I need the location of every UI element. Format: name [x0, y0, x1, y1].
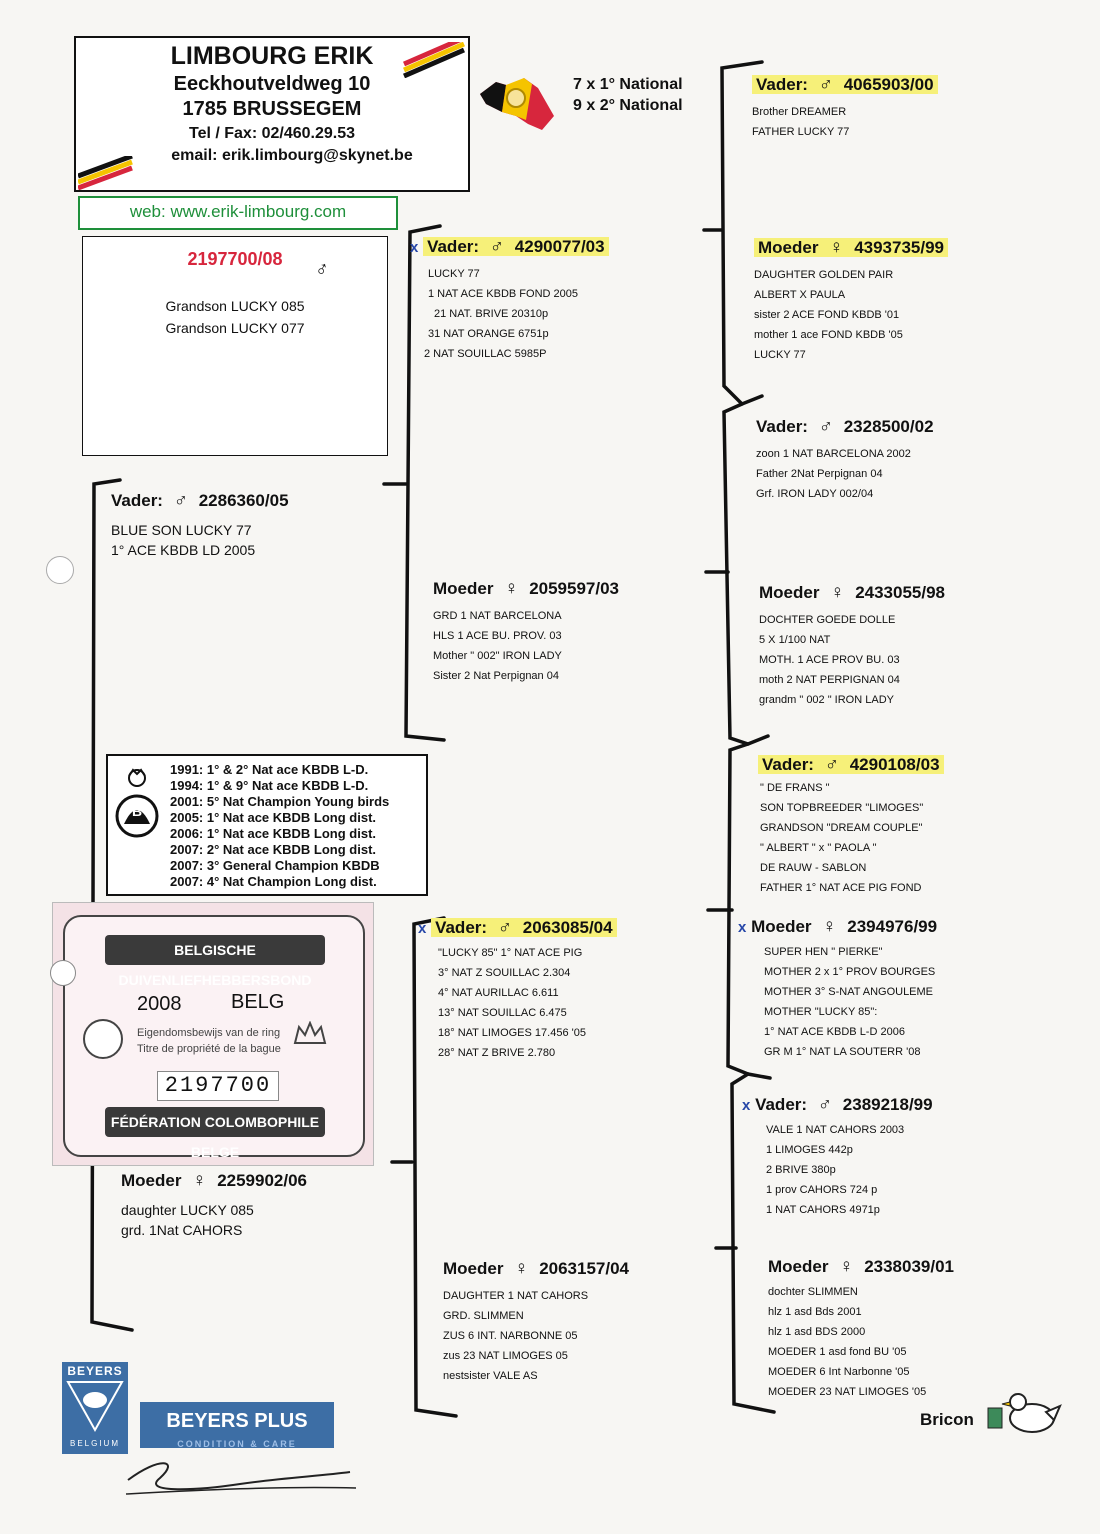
- dam-info-1: daughter LUCKY 085: [121, 1202, 254, 1218]
- info-line: "LUCKY 85" 1° NAT ACE PIG: [438, 947, 583, 959]
- great-grandparent-card: [768, 1256, 954, 1402]
- honors-box: [106, 754, 428, 896]
- ring-card-bottom-banner: FÉDÉRATION COLOMBOPHILE BELGE: [105, 1107, 325, 1137]
- ring-card-text-nl: Eigendomsbewijs van de ring: [137, 1027, 281, 1039]
- dam-label: Moeder: [121, 1171, 182, 1190]
- info-line: GRD. SLIMMEN: [443, 1310, 524, 1322]
- dam-info-2: grd. 1Nat CAHORS: [121, 1222, 243, 1238]
- info-line: SUPER HEN " PIERKE": [764, 946, 883, 958]
- breeder-email[interactable]: email: erik.limbourg@skynet.be: [171, 147, 413, 164]
- info-line: 21 NAT. BRIVE 20310p: [434, 308, 549, 320]
- info-line: Brother DREAMER: [752, 106, 847, 118]
- punch-hole-icon: [83, 1019, 123, 1059]
- great-grandparent-card: [742, 1094, 933, 1220]
- granddam-paternal-card: [433, 578, 619, 686]
- male-symbol-icon: ♂: [824, 754, 839, 775]
- great-grandparent-card: [756, 416, 934, 504]
- info-line: 1 prov CAHORS 724 p: [766, 1184, 878, 1196]
- bird-ring-number: 2197700/08: [187, 249, 283, 269]
- beyers-plus-subtext: CONDITION & CARE: [177, 1439, 297, 1449]
- info-line: Mother " 002" IRON LADY: [433, 650, 562, 662]
- ggp-label: Vader:: [756, 75, 808, 94]
- ring-ownership-card: [52, 902, 374, 1166]
- honors-list: [170, 762, 389, 890]
- info-line: FATHER LUCKY 77: [752, 126, 850, 138]
- great-grandparent-card: [738, 916, 937, 1062]
- ggp-ring: 2338039/01: [864, 1257, 955, 1276]
- signature-icon: [120, 1450, 360, 1500]
- info-line: 3° NAT Z SOUILLAC 2.304: [438, 967, 571, 979]
- info-line: MOEDER 23 NAT LIMOGES '05: [768, 1386, 927, 1398]
- info-line: MOTH. 1 ACE PROV BU. 03: [759, 654, 900, 666]
- info-line: GRANDSON "DREAM COUPLE": [760, 822, 923, 834]
- bricon-logo-text: Bricon: [920, 1410, 974, 1429]
- honor-item: 2006: 1° Nat ace KBDB Long dist.: [170, 826, 377, 841]
- great-grandparent-card: [758, 754, 944, 898]
- info-line: Sister 2 Nat Perpignan 04: [433, 670, 559, 682]
- beyers-logo-text: BEYERS: [67, 1364, 123, 1378]
- info-line: HLS 1 ACE BU. PROV. 03: [433, 630, 562, 642]
- great-grandparent-card: [752, 74, 938, 142]
- grandparent-label: Vader:: [427, 237, 480, 256]
- ggp-label: Vader:: [762, 755, 814, 774]
- breeder-street: Eeckhoutveldweg 10: [173, 73, 371, 95]
- info-line: 28° NAT Z BRIVE 2.780: [438, 1047, 556, 1059]
- info-line: DOCHTER GOEDE DOLLE: [759, 614, 896, 626]
- info-line: MOTHER 2 x 1° PROV BOURGES: [764, 966, 936, 978]
- grandparent-ring: 2059597/03: [529, 579, 620, 598]
- ggp-ring: 2394976/99: [847, 917, 938, 936]
- nationals-second: 9 x 2° National: [573, 97, 683, 114]
- grandparent-label: Moeder: [443, 1259, 504, 1278]
- female-symbol-icon: ♀: [830, 582, 845, 603]
- ring-card-country: BELG: [231, 991, 285, 1013]
- honor-item: 2005: 1° Nat ace KBDB Long dist.: [170, 810, 377, 825]
- info-line: 18° NAT LIMOGES 17.456 '05: [438, 1027, 586, 1039]
- x-mark-icon: x: [742, 1097, 751, 1114]
- honor-item: 2007: 3° General Champion KBDB: [170, 858, 380, 873]
- info-line: mother 1 ace FOND KBDB '05: [754, 329, 903, 341]
- info-line: 13° NAT SOUILLAC 6.475: [438, 1007, 567, 1019]
- ggp-label: Moeder: [759, 583, 820, 602]
- info-line: MOTHER 3° S-NAT ANGOULEME: [764, 986, 934, 998]
- honor-item: 2001: 5° Nat Champion Young birds: [170, 794, 390, 809]
- ggp-label: Moeder: [758, 238, 819, 257]
- info-line: moth 2 NAT PERPIGNAN 04: [759, 674, 900, 686]
- ggp-label: Moeder: [768, 1257, 829, 1276]
- info-line: MOEDER 1 asd fond BU '05: [768, 1346, 907, 1358]
- male-symbol-icon: ♂: [489, 236, 505, 257]
- breeder-phone: Tel / Fax: 02/460.29.53: [188, 125, 356, 142]
- honor-item: 2007: 2° Nat ace KBDB Long dist.: [170, 842, 377, 857]
- sire-card: [111, 490, 289, 560]
- info-line: 1 LIMOGES 442p: [766, 1144, 853, 1156]
- crown-icon: [293, 1021, 327, 1047]
- info-line: " DE FRANS ": [760, 782, 830, 794]
- female-symbol-icon: ♀: [192, 1170, 207, 1191]
- punch-hole-icon: [50, 960, 76, 986]
- info-line: GRD 1 NAT BARCELONA: [433, 610, 562, 622]
- ggp-label: Moeder: [751, 917, 812, 936]
- info-line: LUCKY 77: [428, 268, 480, 280]
- website-link[interactable]: web: www.erik-limbourg.com: [78, 196, 398, 230]
- info-line: zus 23 NAT LIMOGES 05: [443, 1350, 568, 1362]
- breeder-city: 1785 BRUSSEGEM: [182, 98, 362, 120]
- ggp-label: Vader:: [755, 1095, 808, 1114]
- female-symbol-icon: ♀: [822, 916, 837, 937]
- info-line: 5 X 1/100 NAT: [759, 634, 831, 646]
- female-symbol-icon: ♀: [839, 1256, 854, 1277]
- info-line: nestsister VALE AS: [443, 1370, 538, 1382]
- info-line: hlz 1 asd Bds 2001: [768, 1306, 862, 1318]
- ggp-ring: 4065903/00: [843, 75, 934, 94]
- info-line: 31 NAT ORANGE 6751p: [428, 328, 549, 340]
- info-line: 1 NAT ACE KBDB FOND 2005: [428, 288, 578, 300]
- ggp-label: Vader:: [756, 417, 808, 436]
- beyers-logo: [62, 1362, 128, 1454]
- ggp-ring: 4393735/99: [854, 238, 945, 257]
- dam-ring: 2259902/06: [217, 1171, 308, 1190]
- honor-item: 1991: 1° & 2° Nat ace KBDB L-D.: [170, 762, 369, 777]
- female-symbol-icon: ♀: [829, 237, 844, 258]
- info-line: ZUS 6 INT. NARBONNE 05: [443, 1330, 578, 1342]
- ring-card-text-fr: Titre de propriété de la bague: [137, 1043, 281, 1055]
- ggp-ring: 2328500/02: [843, 417, 934, 436]
- beyers-plus-text: BEYERS PLUS: [166, 1410, 308, 1432]
- info-line: zoon 1 NAT BARCELONA 2002: [756, 448, 911, 460]
- great-grandparent-card: [759, 582, 945, 710]
- female-symbol-icon: ♀: [514, 1258, 529, 1279]
- grandparent-ring: 2063085/04: [522, 918, 613, 937]
- great-grandparent-card: [754, 237, 948, 365]
- info-line: grandm " 002 " IRON LADY: [759, 694, 894, 706]
- info-line: VALE 1 NAT CAHORS 2003: [766, 1124, 905, 1136]
- info-line: 2 BRIVE 380p: [766, 1164, 836, 1176]
- male-symbol-icon: ♂: [173, 490, 188, 511]
- info-line: GR M 1° NAT LA SOUTERR '08: [764, 1046, 921, 1058]
- info-line: DAUGHTER GOLDEN PAIR: [754, 269, 894, 281]
- x-mark-icon: x: [410, 239, 419, 256]
- ggp-ring: 4290108/03: [849, 755, 940, 774]
- grandsire-paternal-card: [410, 236, 609, 364]
- info-line: 2 NAT SOUILLAC 5985P: [424, 348, 547, 360]
- info-line: LUCKY 77: [754, 349, 806, 361]
- info-line: 1 NAT CAHORS 4971p: [766, 1204, 880, 1216]
- info-line: FATHER 1° NAT ACE PIG FOND: [760, 882, 922, 894]
- info-line: 4° NAT AURILLAC 6.611: [438, 987, 559, 999]
- info-line: DAUGHTER 1 NAT CAHORS: [443, 1290, 589, 1302]
- info-line: SON TOPBREEDER "LIMOGES": [760, 802, 924, 814]
- x-mark-icon: x: [738, 919, 747, 936]
- info-line: ALBERT X PAULA: [754, 289, 846, 301]
- grandparent-ring: 2063157/04: [539, 1259, 630, 1278]
- ring-card-frame: [63, 915, 365, 1160]
- pigeon-mascot-icon: [986, 1384, 1064, 1442]
- granddam-maternal-card: [443, 1258, 629, 1386]
- grandsire-maternal-card: [418, 917, 617, 1063]
- sire-ring: 2286360/05: [198, 491, 289, 510]
- male-symbol-icon: ♂: [818, 74, 833, 95]
- ggp-ring: 2389218/99: [842, 1095, 933, 1114]
- male-symbol-icon: ♂: [817, 1094, 833, 1115]
- female-symbol-icon: ♀: [504, 578, 519, 599]
- grandparent-ring: 4290077/03: [514, 237, 605, 256]
- honor-item: 2007: 4° Nat Champion Long dist.: [170, 874, 377, 889]
- beyers-plus-logo: [140, 1402, 334, 1448]
- beyers-logo-subtext: BELGIUM: [69, 1439, 120, 1448]
- ggp-ring: 2433055/98: [855, 583, 946, 602]
- ring-card-number: 2197700: [157, 1071, 279, 1101]
- male-symbol-icon: ♂: [312, 257, 333, 283]
- breeder-name: LIMBOURG ERIK: [170, 42, 374, 70]
- info-line: dochter SLIMMEN: [768, 1286, 858, 1298]
- grandparent-label: Vader:: [435, 918, 488, 937]
- ring-card-year: 2008: [137, 993, 182, 1015]
- nationals-first: 7 x 1° National: [573, 76, 683, 93]
- info-line: " ALBERT " x " PAOLA ": [760, 842, 877, 854]
- ring-card-top-banner: BELGISCHE DUIVENLIEFHEBBERSBOND: [105, 935, 325, 965]
- pigeon-triangle-icon: [62, 1378, 128, 1434]
- sire-label: Vader:: [111, 491, 163, 510]
- bird-line-2: Grandson LUCKY 077: [165, 320, 305, 336]
- bird-line-1: Grandson LUCKY 085: [165, 298, 305, 314]
- x-mark-icon: x: [418, 920, 427, 937]
- svg-text:B: B: [131, 803, 143, 819]
- info-line: sister 2 ACE FOND KBDB '01: [754, 309, 900, 321]
- kbdb-crest-icon: [114, 766, 160, 846]
- grandparent-label: Moeder: [433, 579, 494, 598]
- info-line: DE RAUW - SABLON: [760, 862, 867, 874]
- info-line: MOEDER 6 Int Narbonne '05: [768, 1366, 910, 1378]
- sire-info-1: BLUE SON LUCKY 77: [111, 522, 252, 538]
- info-line: 1° NAT ACE KBDB L-D 2006: [764, 1026, 905, 1038]
- male-symbol-icon: ♂: [818, 416, 833, 437]
- male-symbol-icon: ♂: [497, 917, 513, 938]
- dam-card: [121, 1170, 307, 1240]
- info-line: hlz 1 asd BDS 2000: [768, 1326, 866, 1338]
- honor-item: 1994: 1° & 9° Nat ace KBDB L-D.: [170, 778, 369, 793]
- info-line: Grf. IRON LADY 002/04: [756, 488, 874, 500]
- sire-info-2: 1° ACE KBDB LD 2005: [111, 542, 256, 558]
- info-line: MOTHER "LUCKY 85":: [764, 1006, 878, 1018]
- punch-hole-icon: [46, 556, 74, 584]
- info-line: Father 2Nat Perpignan 04: [756, 468, 883, 480]
